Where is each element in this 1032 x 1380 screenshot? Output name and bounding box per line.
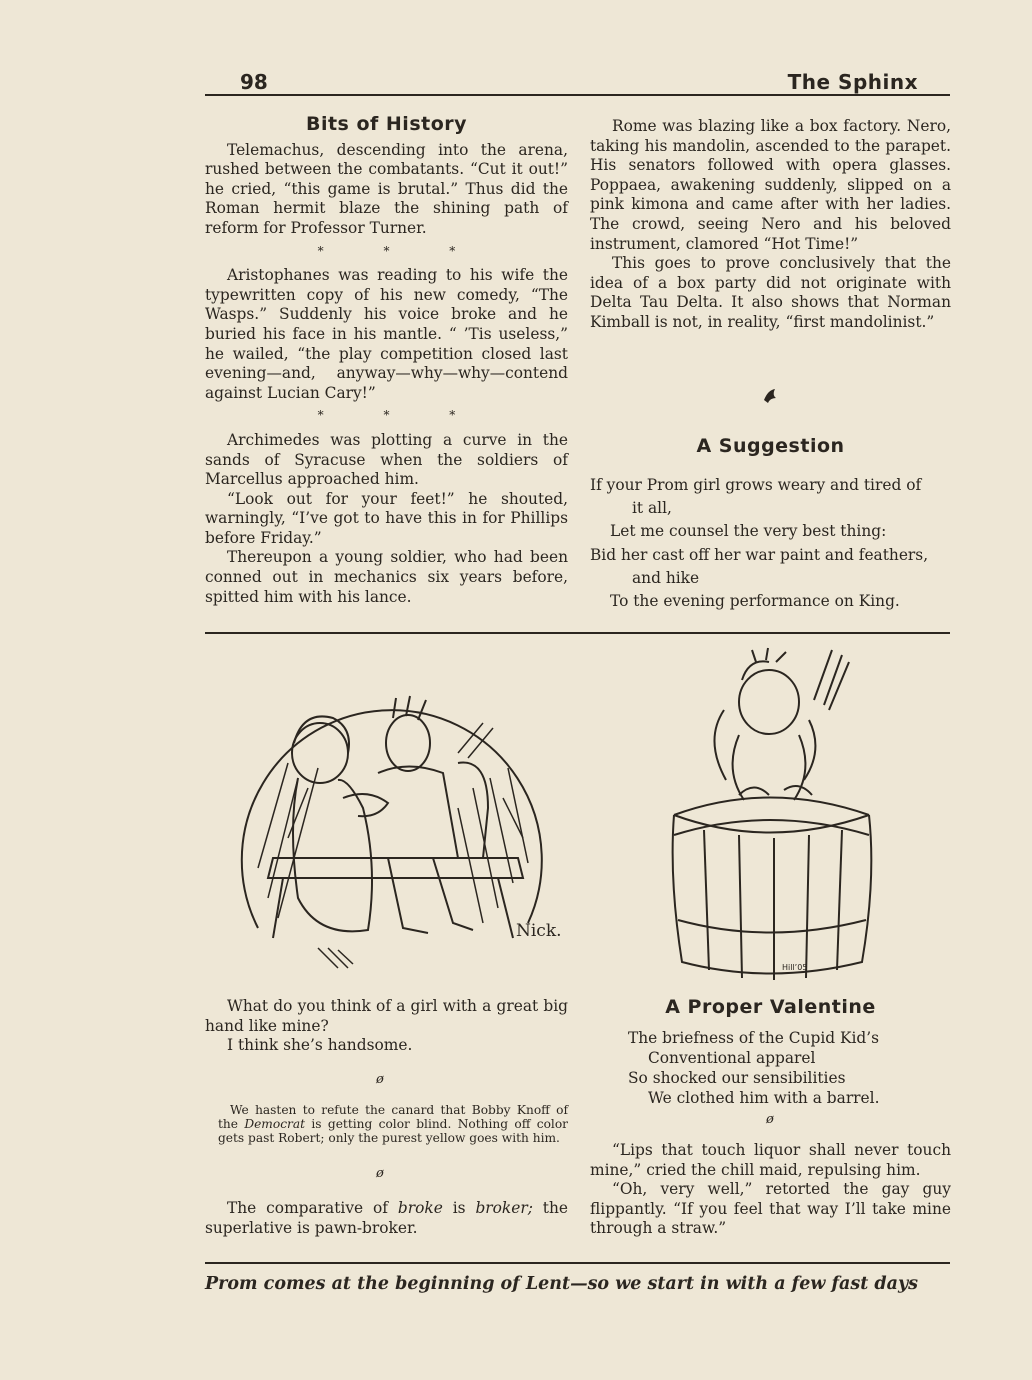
header-rule: [205, 94, 950, 96]
section-separator: * * *: [317, 243, 484, 258]
poem-line: Let me counsel the very best thing:: [610, 522, 887, 541]
section-rule: [205, 632, 950, 634]
blurb-text: is getting color blind. Nothing off color gets past Robert; only the purest yellow goes with him.: [218, 1117, 568, 1146]
paragraph-rome: Rome was blazing like a box factory. Nero, taking his mandolin, ascended to the parapet. His senators followed with opera glasses. Poppaea, awakening suddenly, slipped on a pink kimona and came after with her ladies. The crowd, seeing Nero and his beloved instrument, clamored “Hot Time!”: [590, 117, 951, 253]
paragraph-lips: “Lips that touch liquor shall never touch mine,” cried the chill maid, repulsing him.: [590, 1141, 951, 1179]
paragraph-aristophanes: Aristophanes was reading to his wife the typewritten copy of his new comedy, “The Wasps.” Suddenly his voice broke and he buried his face in his mantle. “ ’Tis useless,” he wailed, “the play competition closed last evening—and, anyway—why—why—contend against Lucian Cary!”: [205, 266, 568, 402]
blurb-italic: broke: [397, 1199, 443, 1217]
footer-rule: [205, 1262, 950, 1264]
poem-line: Bid her cast off her war paint and feathers,: [590, 545, 929, 564]
running-title: The Sphinx: [787, 70, 918, 94]
ornament-icon: ø: [376, 1072, 384, 1087]
footer-joke: Prom comes at the beginning of Lent—so we start in with a few fast days: [205, 1274, 918, 1294]
page-number: 98: [240, 70, 268, 94]
left-column: [205, 115, 568, 607]
signature-hill: Hill’05: [782, 963, 808, 972]
poem-line: We clothed him with a barrel.: [648, 1089, 880, 1107]
ornament-icon: [760, 386, 780, 406]
lips-blurb: [590, 1141, 951, 1239]
cupid-in-barrel-illustration: [664, 640, 884, 980]
blurb-text: is: [442, 1199, 476, 1217]
blurb-text: The comparative of: [227, 1199, 398, 1217]
paragraph-look-out: “Look out for your feet!” he shouted, warningly, “I’ve got to have this in for Phillips before Friday.”: [205, 489, 568, 547]
paragraph-thereupon: Thereupon a young soldier, who had been conned out in mechanics six years before, spitted him with his lance.: [205, 548, 568, 606]
poem-line: To the evening performance on King.: [610, 592, 900, 611]
paragraph-oh-very-well: “Oh, very well,” retorted the gay guy flippantly. “If you feel that way I’ll take mine through a straw.”: [590, 1180, 951, 1238]
poem-line: it all,: [632, 499, 672, 518]
bobby-knoff-blurb: [218, 1103, 568, 1146]
paragraph-telemachus: Telemachus, descending into the arena, rushed between the combatants. “Cut it out!” he cried, “this game is brutal.” Thus did the Roman hermit blaze the shining path of reform for Professor Turner.: [205, 140, 568, 237]
poem-line: So shocked our sensibilities: [628, 1069, 846, 1087]
suggestion-heading: A Suggestion: [696, 435, 845, 457]
ornament-icon: ø: [766, 1112, 774, 1127]
left-bottom-column: [205, 997, 568, 1056]
valentine-poem: [628, 1028, 948, 1108]
signature-nick: Nick.: [516, 921, 562, 941]
section-separator: * * *: [317, 408, 484, 423]
poem-line: and hike: [632, 568, 700, 587]
suggestion-poem: [590, 474, 955, 613]
blurb-italic: broker;: [475, 1199, 533, 1217]
blurb-italic: Democrat: [244, 1117, 306, 1132]
poem-line: The briefness of the Cupid Kid’s: [628, 1029, 880, 1047]
blurb-text: We hasten to refute the canard that Bobby Knoff of the: [218, 1103, 568, 1132]
bits-of-history-heading: Bits of History: [305, 113, 468, 135]
ornament-icon: ø: [376, 1166, 384, 1181]
cartoon-caption: What do you think of a girl with a great big hand like mine?: [205, 997, 568, 1035]
right-column: [590, 117, 951, 333]
comparative-blurb: [205, 1199, 568, 1238]
paragraph-archimedes: Archimedes was plotting a curve in the sands of Syracuse when the soldiers of Marcellus approached him.: [205, 430, 568, 489]
couple-on-bench-illustration: [228, 668, 562, 984]
poem-line: If your Prom girl grows weary and tired of: [590, 476, 922, 494]
blurb-text: the superlative is pawn-broker.: [205, 1199, 568, 1237]
poem-line: Conventional apparel: [648, 1049, 816, 1067]
valentine-heading: A Proper Valentine: [665, 996, 876, 1018]
cartoon-caption-answer: I think she’s handsome.: [227, 1036, 413, 1055]
paragraph-box-party: This goes to prove conclusively that the idea of a box party did not originate with Delta Tau Delta. It also shows that Norman Kimball is not, in reality, “first mandolinist.”: [590, 254, 951, 331]
